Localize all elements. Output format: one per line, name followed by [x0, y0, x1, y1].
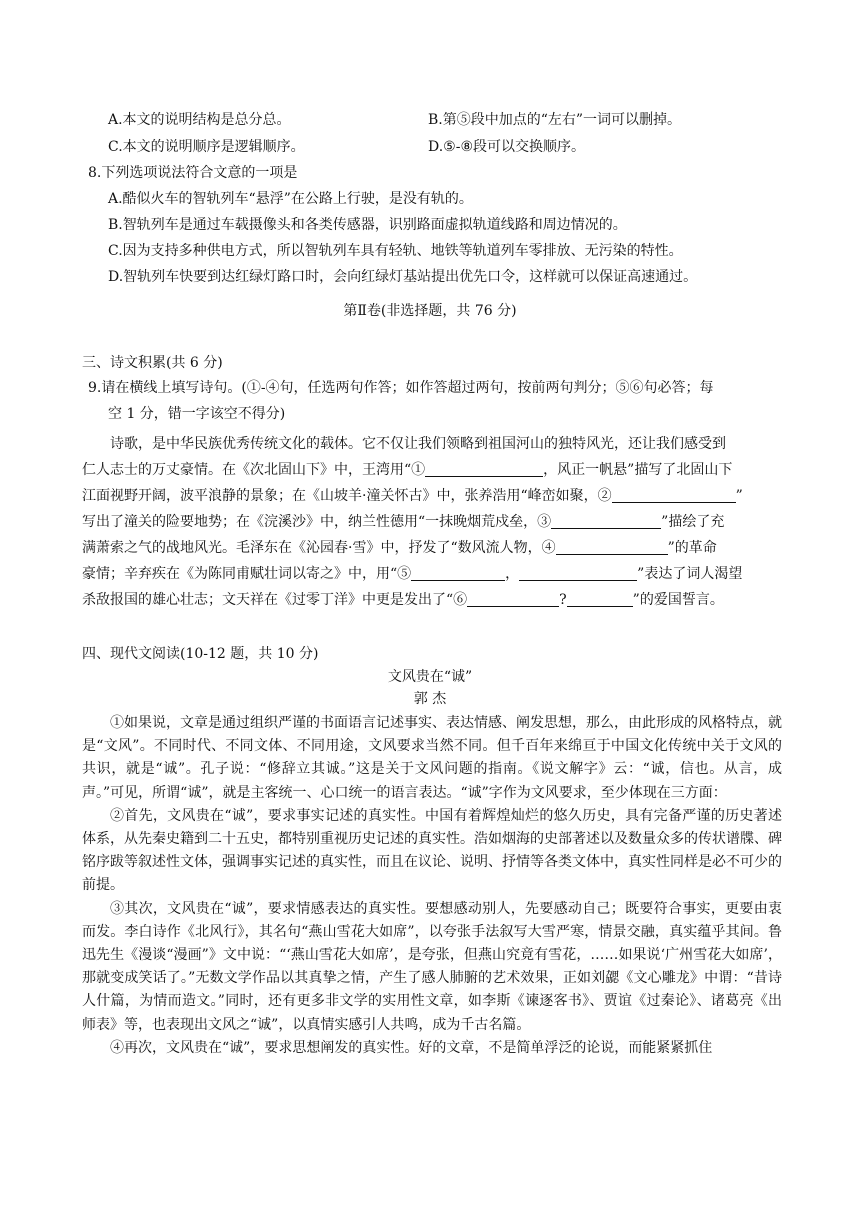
volume2-title: 第Ⅱ卷(非选择题，共 76 分) [343, 303, 517, 319]
blank-4[interactable] [556, 538, 668, 555]
poem-line-2 [82, 457, 782, 483]
blank-2[interactable] [612, 486, 736, 503]
article-paragraph-4: ④再次，文风贵在“诚”，要求思想阐发的真实性。好的文章，不是简单浮泛的论说，而能紧紧抓住 [110, 1039, 713, 1056]
poem-line-1: 诗歌，是中华民族优秀传统文化的载体。它不仅让我们领略到祖国河山的独特风光，还让我们感受到 [110, 436, 726, 452]
q7-option-b: B.第⑤段中加点的“左右”一词可以删掉。 [428, 112, 682, 128]
poem-line-5-b: ”的革命 [667, 540, 717, 556]
article-title: 文风贵在“诚” [387, 669, 473, 685]
q8-stem: 8.下列选项说法符合文意的一项是 [88, 165, 298, 181]
q8-option-b: B.智轨列车是通过车载摄像头和各类传感器，识别路面虚拟轨道线路和周边情况的。 [108, 217, 627, 233]
poem-line-3 [82, 483, 782, 509]
blank-6b[interactable] [567, 590, 633, 607]
article-body [82, 712, 782, 1060]
blank-5a[interactable] [411, 564, 505, 581]
poem-line-5 [82, 535, 782, 561]
poem-line-6-b: ， [505, 566, 520, 582]
article-paragraph-1: ①如果说，文章是通过组织严谨的书面语言记述事实、表达情感、阐发思想，那么，由此形成的风格特点，就是“文风”。不同时代、不同文体、不同用途，文风要求当然不同。但千百年来绵亘于中国文化传统中关于文风的共识，就是“诚”。孔子说：“修辞立其诚。”这是关于文风问题的指南。《说文解字》云：“诚，信也。从言，成声。”可见，所谓“诚”，就是主客统一、心口统一的语言表达。“诚”字作为文风要求，至少体现在三方面： [82, 715, 782, 801]
q7-option-c: C.本文的说明顺序是逻辑顺序。 [108, 139, 305, 155]
blank-6a[interactable] [467, 590, 559, 607]
poem-line-4-a: 写出了潼关的险要地势；在《浣溪沙》中，纳兰性德用“一抹晚烟荒戍垒，③ [82, 514, 552, 530]
blank-3[interactable] [551, 512, 661, 529]
q8-option-c: C.因为支持多种供电方式，所以智轨列车具有轻轨、地铁等轨道列车零排放、无污染的特性。 [108, 243, 683, 259]
blank-1[interactable] [425, 460, 543, 477]
poem-line-4-b: ”描绘了充 [661, 514, 725, 530]
poem-line-6-a: 豪情；辛弃疾在《为陈同甫赋壮词以寄之》中，用“⑤ [82, 566, 412, 582]
article-author: 郭 杰 [413, 691, 447, 707]
section3-heading: 三、诗文积累(共 6 分) [82, 355, 223, 371]
poem-line-6 [82, 561, 782, 587]
q9-instruction-line1: 9.请在横线上填写诗句。(①-④句，任选两句作答；如作答超过两句，按前两句判分；⑤⑥句必答；每 [88, 380, 714, 396]
q7-option-d: D.⑤-⑧段可以交换顺序。 [428, 139, 586, 155]
article-paragraph-2: ②首先，文风贵在“诚”，要求事实记述的真实性。中国有着辉煌灿烂的悠久历史，具有完备严谨的历史著述体系，从先秦史籍到二十五史，都特别重视历史记述的真实性。浩如烟海的史部著述以及数量众多的传状谱牒、碑铭序跋等叙述性文体，强调事实记述的真实性，而且在议论、说明、抒情等各类文体中，真实性同样是必不可少的前提。 [82, 807, 782, 894]
poem-line-7-a: 杀敌报国的雄心壮志；文天祥在《过零丁洋》中更是发出了“⑥ [82, 592, 468, 608]
poem-line-3-a: 江面视野开阔，波平浪静的景象；在《山坡羊·潼关怀古》中，张养浩用“峰峦如聚，② [82, 488, 612, 504]
poem-line-6-c: ”表达了词人渴望 [637, 566, 743, 582]
poem-line-4 [82, 509, 782, 535]
blank-5b[interactable] [519, 564, 637, 581]
poem-line-2-b: ，风正一帆悬”描写了北固山下 [543, 462, 733, 478]
q9-instruction-line2: 空 1 分，错一字该空不得分) [108, 406, 286, 422]
q8-option-d: D.智轨列车快要到达红绿灯路口时，会向红绿灯基站提出优先口令，这样就可以保证高速通过。 [108, 269, 698, 285]
poem-line-2-a: 仁人志士的万丈豪情。在《次北固山下》中，王湾用“① [82, 462, 426, 478]
poem-line-3-b: ” [735, 488, 743, 504]
section4-heading: 四、现代文阅读(10-12 题，共 10 分) [82, 646, 319, 662]
poem-line-7 [82, 587, 782, 613]
poem-line-7-c: ”的爱国誓言。 [632, 592, 724, 608]
q7-option-a: A.本文的说明结构是总分总。 [108, 112, 291, 128]
q8-option-a: A.酷似火车的智轨列车“悬浮”在公路上行驶，是没有轨的。 [108, 191, 473, 207]
poem-line-7-b: ? [559, 592, 567, 608]
poem-fill-paragraph [82, 431, 782, 613]
article-paragraph-3: ③其次，文风贵在“诚”，要求情感表达的真实性。要想感动别人，先要感动自己；既要符合事实，更要由衷而发。李白诗作《北风行》，其名句“燕山雪花大如席”，以夸张手法叙写大雪严寒，情景交融，真实蕴乎其间。鲁迅先生《漫谈“漫画”》文中说：“‘燕山雪花大如席’，是夸张，但燕山究竟有雪花，……如果说‘广州雪花大如席’，那就变成笑话了。”无数文学作品以其真挚之情，产生了感人肺腑的艺术效果，正如刘勰《文心雕龙》中谓：“昔诗人什篇，为情而造文。”同时，还有更多非文学的实用性文章，如李斯《谏逐客书》、贾谊《过秦论》、诸葛亮《出师表》等，也表现出文风之“诚”，以真情实感引人共鸣，成为千古名篇。 [82, 900, 782, 1033]
poem-line-5-a: 满萧索之气的战地风光。毛泽东在《沁园春·雪》中，抒发了“数风流人物，④ [82, 540, 556, 556]
